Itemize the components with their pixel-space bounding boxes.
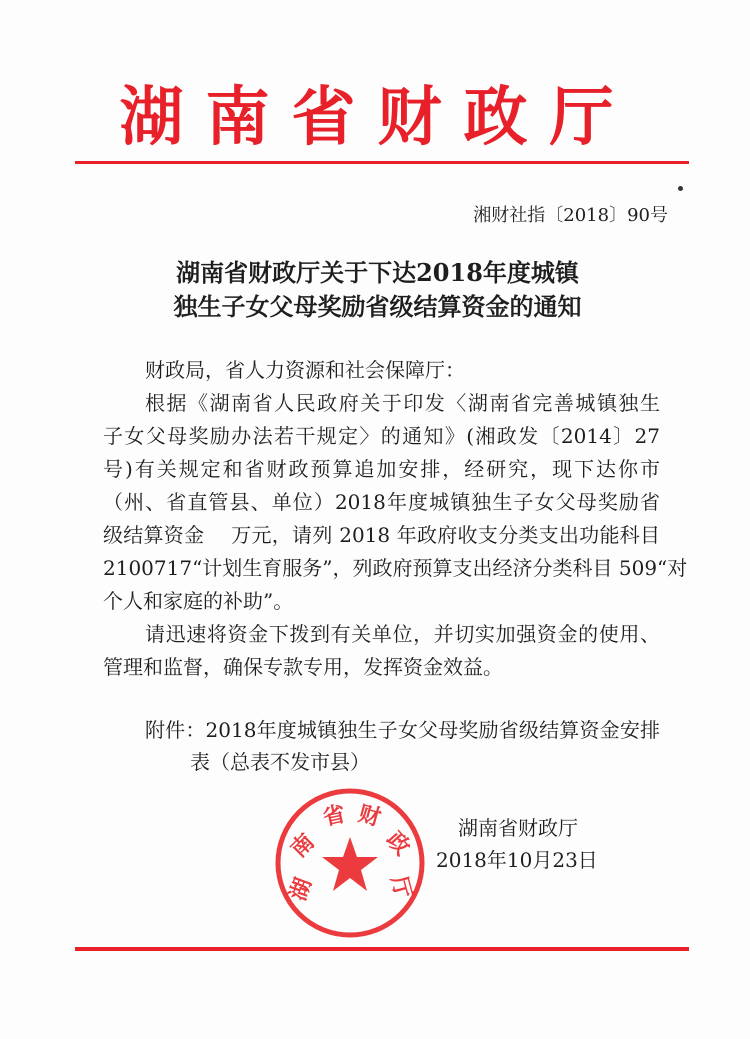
body-line: 请迅速将资金下拨到有关单位，并切实加强资金的使用、 xyxy=(145,622,660,646)
body-line: 级结算资金 万元，请列 2018 年政府收支分类支出功能科目 xyxy=(103,523,660,547)
seal-star-icon xyxy=(322,837,378,891)
letterhead-title: 湖南省财政厅 xyxy=(119,80,636,155)
document-title-line-1: 湖南省财政厅关于下达2018年度城镇 xyxy=(176,258,579,287)
svg-text:湖: 湖 xyxy=(285,874,317,905)
attachment-line-2: 表（总表不发市县） xyxy=(190,750,370,774)
svg-text:厅: 厅 xyxy=(385,873,416,902)
body-line: 子女父母奖励办法若干规定〉的通知》(湘政发〔2014〕27 xyxy=(103,424,660,448)
document-title-line-2: 独生子女父母奖励省级结算资金的通知 xyxy=(173,292,582,321)
body-line: （州、省直管县、单位）2018年度城镇独生子女父母奖励省 xyxy=(103,490,660,514)
body-line: 号)有关规定和省财政预算追加安排，经研究，现下达你市 xyxy=(103,457,660,481)
issue-date: 2018年10月23日 xyxy=(436,848,598,872)
scan-speck xyxy=(678,186,683,191)
svg-text:财: 财 xyxy=(355,801,384,832)
svg-text:南: 南 xyxy=(286,829,320,863)
body-line: 2100717“计划生育服务”，列政府预算支出经济分类科目 509“对 xyxy=(103,556,688,580)
body-line: 个人和家庭的补助”。 xyxy=(103,589,294,613)
attachment-line-1: 附件：2018年度城镇独生子女父母奖励省级结算资金安排 xyxy=(145,718,660,742)
footer-divider xyxy=(75,947,689,951)
svg-text:省: 省 xyxy=(320,801,348,831)
body-line: 管理和监督，确保专款专用，发挥资金效益。 xyxy=(103,655,503,679)
svg-text:政: 政 xyxy=(381,827,415,861)
official-seal xyxy=(272,785,428,941)
salutation: 财政局，省人力资源和社会保障厅： xyxy=(145,358,465,382)
letterhead-divider xyxy=(75,161,689,164)
document-number: 湘财社指〔2018〕90号 xyxy=(473,205,668,226)
body-line: 根据《湖南省人民政府关于印发〈湖南省完善城镇独生 xyxy=(145,391,660,415)
issuer-name: 湖南省财政厅 xyxy=(458,816,578,840)
